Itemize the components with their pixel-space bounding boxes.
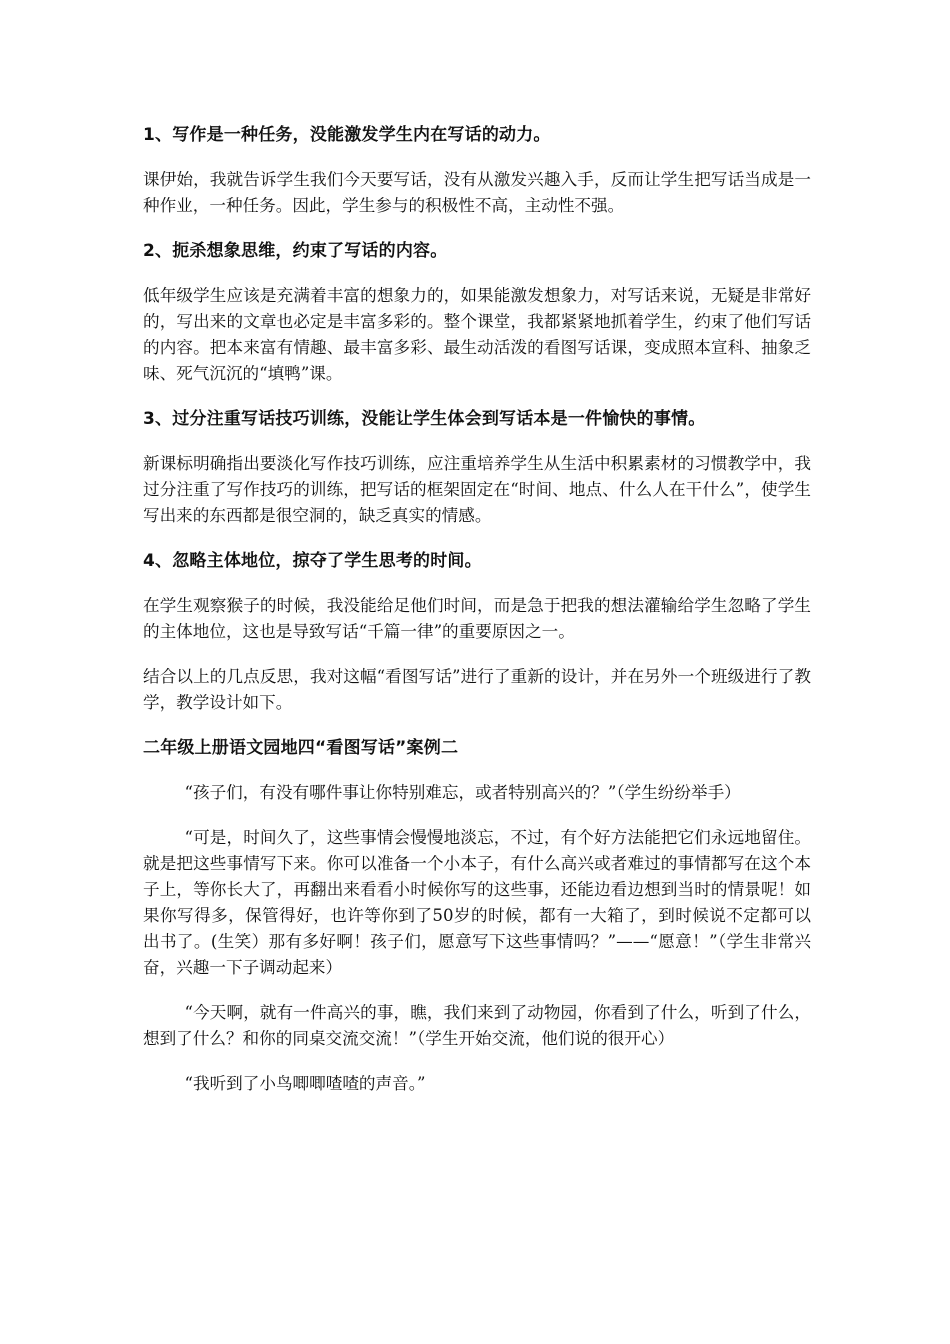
- document-page: [143, 122, 811, 1116]
- para-9: “我听到了小鸟唧唧喳喳的声音。”: [184, 1074, 426, 1093]
- heading-5: 二年级上册语文园地四“看图写话”案例二: [143, 738, 459, 758]
- heading-2: 2、扼杀想象思维，约束了写话的内容。: [143, 241, 448, 261]
- para-1: 课伊始，我就告诉学生我们今天要写话，没有从激发兴趣入手，反而让学生把写话当成是一种作业，一种任务。因此，学生参与的积极性不高，主动性不强。: [143, 170, 811, 215]
- para-2: 低年级学生应该是充满着丰富的想象力的，如果能激发想象力，对写话来说，无疑是非常好的，写出来的文章也必定是丰富多彩的。整个课堂，我都紧紧地抓着学生，约束了他们写话的内容。把本来富有情趣、最丰富多彩、最生动活泼的看图写话课，变成照本宣科、抽象乏味、死气沉沉的“填鸭”课。: [143, 286, 811, 383]
- para-8: “今天啊，就有一件高兴的事，瞧，我们来到了动物园，你看到了什么，听到了什么，想到了什么？和你的同桌交流交流！”（学生开始交流，他们说的很开心）: [143, 1003, 811, 1048]
- heading-3: 3、过分注重写话技巧训练，没能让学生体会到写话本是一件愉快的事情。: [143, 409, 706, 429]
- para-6: “孩子们，有没有哪件事让你特别难忘，或者特别高兴的？”（学生纷纷举手）: [184, 783, 741, 802]
- heading-1: 1、写作是一种任务，没能激发学生内在写话的动力。: [143, 125, 551, 145]
- para-5: 结合以上的几点反思，我对这幅“看图写话”进行了重新的设计，并在另外一个班级进行了教学，教学设计如下。: [143, 667, 811, 712]
- para-3: 新课标明确指出要淡化写作技巧训练，应注重培养学生从生活中积累素材的习惯教学中，我过分注重了写作技巧的训练，把写话的框架固定在“时间、地点、什么人在干什么”，使学生写出来的东西都是很空洞的，缺乏真实的情感。: [143, 454, 811, 525]
- heading-4: 4、忽略主体地位，掠夺了学生思考的时间。: [143, 551, 482, 571]
- para-4: 在学生观察猴子的时候，我没能给足他们时间，而是急于把我的想法灌输给学生忽略了学生的主体地位，这也是导致写话“千篇一律”的重要原因之一。: [143, 596, 811, 641]
- para-7: “可是，时间久了，这些事情会慢慢地淡忘，不过，有个好方法能把它们永远地留住。就是把这些事情写下来。你可以准备一个小本子，有什么高兴或者难过的事情都写在这个本子上，等你长大了，再翻出来看看小时候你写的这些事，还能边看边想到当时的情景呢！如果你写得多，保管得好，也许等你到了50岁的时候，都有一大箱了，到时候说不定都可以出书了。(生笑）那有多好啊！孩子们，愿意写下这些事情吗？”——“愿意！”（学生非常兴奋，兴趣一下子调动起来）: [143, 828, 811, 977]
